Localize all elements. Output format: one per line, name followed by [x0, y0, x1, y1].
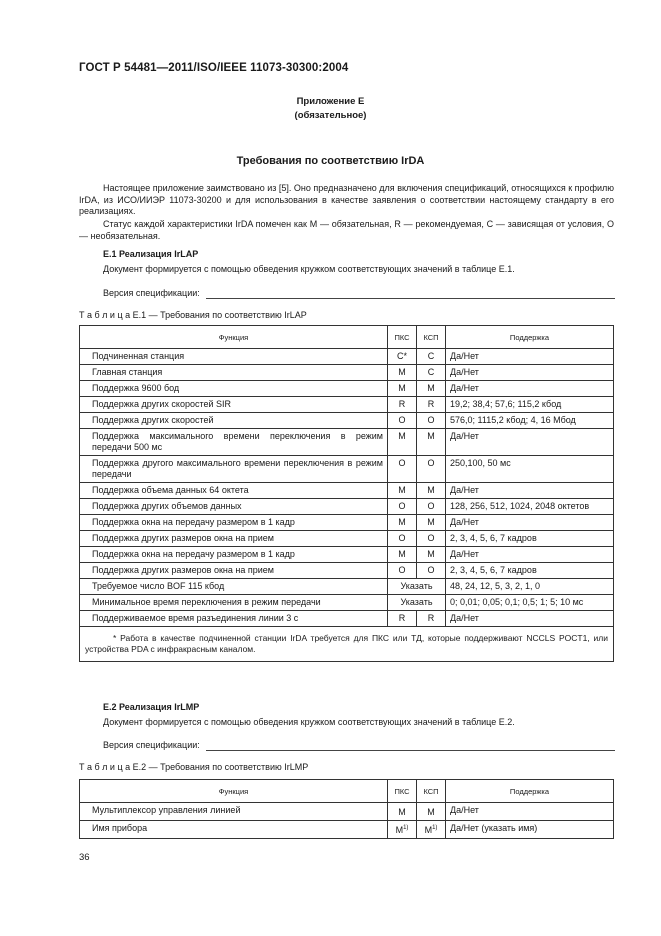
cell-function: Поддержка максимального времени переключения в режим передачи 500 мс	[80, 429, 388, 456]
footnote-mark: 1)	[403, 825, 409, 831]
table-note-row	[80, 627, 614, 662]
cell-specify: Указать	[388, 579, 446, 595]
cell-support: Да/Нет	[446, 365, 614, 381]
table-e1	[79, 325, 614, 662]
cell-pks: М	[388, 547, 417, 563]
version-line-e2	[103, 740, 615, 751]
cell-function: Мультиплексор управления линией	[80, 803, 388, 821]
table-row	[80, 365, 614, 381]
version-blank[interactable]	[206, 740, 615, 751]
cell-function: Подчиненная станция	[80, 349, 388, 365]
footnote-mark: 1)	[432, 825, 438, 831]
cell-function: Поддержка 9600 бод	[80, 381, 388, 397]
cell-function: Поддержка других скоростей	[80, 413, 388, 429]
cell-pks: О	[388, 563, 417, 579]
cell-function: Требуемое число BOF 115 кбод	[80, 579, 388, 595]
cell-function: Поддержка другого максимального времени переключения в режим передачи	[80, 456, 388, 483]
version-label: Версия спецификации:	[103, 288, 200, 298]
cell-ksp: С	[417, 365, 446, 381]
table-row	[80, 429, 614, 456]
table1-footnote: * Работа в качестве подчиненной станции IrDA требуется для ПКС или ТД, которые поддерживают NCCLS POCT1, или устройства PDA с инфракрасным каналом.	[80, 627, 614, 662]
cell-function: Поддержка объема данных 64 октета	[80, 483, 388, 499]
cell-pks: О	[388, 499, 417, 515]
cell-ksp: С	[417, 349, 446, 365]
version-blank[interactable]	[206, 288, 615, 299]
cell-support: Да/Нет	[446, 349, 614, 365]
section-heading: Требования по соответствию IrDA	[236, 155, 425, 167]
cell-support: 2, 3, 4, 5, 6, 7 кадров	[446, 531, 614, 547]
table2-header-function: Функция	[80, 780, 388, 803]
cell-function: Поддержка других скоростей SIR	[80, 397, 388, 413]
cell-support: Да/Нет (указать имя)	[446, 821, 614, 839]
cell-support: 128, 256, 512, 1024, 2048 октетов	[446, 499, 614, 515]
cell-ksp: О	[417, 413, 446, 429]
cell-support: Да/Нет	[446, 611, 614, 627]
cell-function: Поддержка окна на передачу размером в 1 кадр	[80, 547, 388, 563]
cell-ksp: R	[417, 397, 446, 413]
table2-header-support: Поддержка	[446, 780, 614, 803]
section-e2-title: Е.2 Реализация IrLMP	[103, 702, 200, 712]
table-row	[80, 483, 614, 499]
cell-ksp: М	[417, 483, 446, 499]
intro-paragraph: Настоящее приложение заимствовано из [5]. Оно предназначено для включения спецификаций, относящихся к профилю IrDA, из ИСО/ИИЭР 11073-30200 и для использования в качестве заявления о соответствии настоящему стандарту в его реализациях.	[79, 183, 614, 216]
cell-support: Да/Нет	[446, 381, 614, 397]
table1-header-pks: ПКС	[388, 326, 417, 349]
cell-function: Поддержка других объемов данных	[80, 499, 388, 515]
table1-caption: Т а б л и ц а Е.1 — Требования по соответствию IrLAP	[79, 310, 307, 320]
table2-caption: Т а б л и ц а Е.2 — Требования по соответствию IrLMP	[79, 762, 309, 772]
cell-support: Да/Нет	[446, 547, 614, 563]
table2-header-ksp: КСП	[417, 780, 446, 803]
cell-pks: $М^{1)}$	[388, 821, 417, 839]
document-header: ГОСТ Р 54481—2011/ISO/IEEE 11073-30300:2004	[79, 62, 349, 74]
version-label: Версия спецификации:	[103, 740, 200, 750]
table1-header-ksp: КСП	[417, 326, 446, 349]
cell-pks: О	[388, 531, 417, 547]
cell-pks: М	[388, 483, 417, 499]
cell-ksp: $М^{1)}$	[417, 821, 446, 839]
page-number: 36	[79, 852, 90, 863]
table-row	[80, 349, 614, 365]
cell-function: Главная станция	[80, 365, 388, 381]
status-paragraph: Статус каждой характеристики IrDA помечен как М — обязательная, R — рекомендуемая, С — зависящая от условия, О — необязательная.	[79, 219, 614, 241]
table-row	[80, 595, 614, 611]
table2-header-pks: ПКС	[388, 780, 417, 803]
version-line-e1	[103, 288, 615, 299]
table-row	[80, 611, 614, 627]
cell-support: 0; 0,01; 0,05; 0,1; 0,5; 1; 5; 10 мс	[446, 595, 614, 611]
table-row	[80, 821, 614, 839]
cell-pks: О	[388, 413, 417, 429]
cell-ksp: О	[417, 531, 446, 547]
cell-ksp: М	[417, 547, 446, 563]
table-row	[80, 456, 614, 483]
cell-pks: С*	[388, 349, 417, 365]
cell-ksp: М	[417, 381, 446, 397]
cell-specify: Указать	[388, 595, 446, 611]
cell-ksp: М	[417, 515, 446, 531]
table-row	[80, 499, 614, 515]
cell-ksp: О	[417, 499, 446, 515]
table-row	[80, 397, 614, 413]
cell-function: Поддержка других размеров окна на прием	[80, 531, 388, 547]
annex-status: (обязательное)	[294, 110, 367, 121]
cell-support: 48, 24, 12, 5, 3, 2, 1, 0	[446, 579, 614, 595]
cell-pks: О	[388, 456, 417, 483]
table-row	[80, 579, 614, 595]
cell-support: Да/Нет	[446, 429, 614, 456]
cell-pks: М	[388, 365, 417, 381]
table1-body	[80, 349, 614, 662]
cell-pks: М	[388, 803, 417, 821]
cell-ksp: М	[417, 429, 446, 456]
table-row	[80, 547, 614, 563]
cell-support: Да/Нет	[446, 803, 614, 821]
table-row	[80, 381, 614, 397]
table1-header-support: Поддержка	[446, 326, 614, 349]
cell-support: 576,0; 1115,2 кбод; 4, 16 Мбод	[446, 413, 614, 429]
section-e2-text: Документ формируется с помощью обведения кружком соответствующих значений в таблице Е.2.	[103, 717, 515, 727]
annex-title: Приложение Е	[296, 96, 365, 107]
cell-pks: М	[388, 429, 417, 456]
table-row	[80, 531, 614, 547]
cell-ksp: О	[417, 563, 446, 579]
cell-pks: R	[388, 611, 417, 627]
table-row	[80, 515, 614, 531]
cell-ksp: М	[417, 803, 446, 821]
cell-support: 2, 3, 4, 5, 6, 7 кадров	[446, 563, 614, 579]
cell-pks: М	[388, 515, 417, 531]
cell-ksp: О	[417, 456, 446, 483]
table-row	[80, 413, 614, 429]
table-row	[80, 563, 614, 579]
cell-support: 19,2; 38,4; 57,6; 115,2 кбод	[446, 397, 614, 413]
cell-function: Поддерживаемое время разъединения линии 3 с	[80, 611, 388, 627]
table-row	[80, 803, 614, 821]
cell-pks: М	[388, 381, 417, 397]
cell-support: 250,100, 50 мс	[446, 456, 614, 483]
cell-support: Да/Нет	[446, 483, 614, 499]
cell-ksp: R	[417, 611, 446, 627]
cell-function: Поддержка окна на передачу размером в 1 кадр	[80, 515, 388, 531]
cell-function: Имя прибора	[80, 821, 388, 839]
cell-function: Минимальное время переключения в режим передачи	[80, 595, 388, 611]
table1-header-function: Функция	[80, 326, 388, 349]
cell-pks: R	[388, 397, 417, 413]
cell-support: Да/Нет	[446, 515, 614, 531]
section-e1-title: Е.1 Реализация IrLAP	[103, 249, 199, 259]
cell-function: Поддержка других размеров окна на прием	[80, 563, 388, 579]
section-e1-text: Документ формируется с помощью обведения кружком соответствующих значений в таблице Е.1.	[103, 264, 515, 274]
table-e2	[79, 779, 614, 839]
